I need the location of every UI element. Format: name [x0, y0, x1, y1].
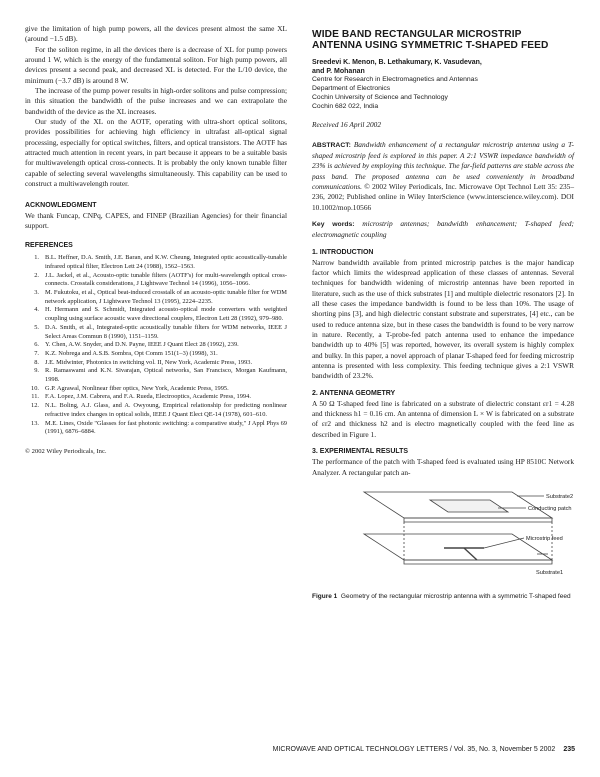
substrate1-edge — [404, 560, 552, 564]
reference-item — [25, 289, 287, 306]
reference-item — [25, 393, 287, 402]
reference-text: K.Z. Nobrega and A.S.B. Sombra, Opt Comm 151(1–3) (1998), 31. — [45, 349, 218, 357]
reference-text: J.L. Jackel, et al., Acousto-optic tunable filters (AOTF's) for multi-wavelength optical cross-connects. Crosstalk considerations, J Lightwave Technol 14 (1996), 1056–1066. — [45, 271, 287, 288]
reference-item — [25, 341, 287, 350]
left-paragraph-4: Our study of the XL on the AOTF, operating with ultra-short optical solitons, provides possibilities for achieving high efficiency in ultrafast all-optical signal processing, especially for optical switches, filters, and optical transistors. The AOTF has attracted much attention in recent years, in part because it appears to be a suitable basis for multiwavelength optical cross-connects. It is probably the only known tunable filter capable of selecting several wavelengths simultaneously. This capability can be used to construct a multiwavelength router. — [25, 117, 287, 189]
left-column — [25, 24, 287, 457]
references-heading: REFERENCES — [25, 242, 73, 250]
reference-text: H. Hermann and S. Schmidt, Integrated acousto-optical mode converters with weighted coupling using surface acoustic wave directional couplers, Electron Lett 28 (1992), 979–980. — [45, 306, 287, 323]
reference-item — [25, 272, 287, 289]
substrate2-edge — [404, 518, 552, 522]
reference-text: G.P. Agrawal, Nonlinear fiber optics, New York, Academic Press, 1995. — [45, 384, 229, 392]
acknowledgment-text: We thank Funcap, CNPq, CAPES, and FINEP (Brazilian Agencies) for their financial support. — [25, 210, 287, 230]
reference-text: M. Fukutoku, et al., Optical beat-induced crosstalk of an acousto-optic tunable filter for WDM network application, J Lightwave Technol 13 (1995), 2224–2235. — [45, 289, 287, 305]
authors-line-1: Sreedevi K. Menon, B. Lethakumary, K. Vasudevan, — [312, 59, 482, 67]
label-substrate1: Substrate1 — [536, 569, 564, 576]
section-3-heading: 3. EXPERIMENTAL RESULTS — [312, 448, 409, 456]
reference-text: Y. Chen, A.W. Snyder, and D.N. Payne, IEEE J Quant Elect 28 (1992), 239. — [45, 341, 239, 349]
patch-shape — [430, 500, 508, 512]
references-list — [25, 254, 287, 437]
reference-number: 9. — [34, 367, 39, 375]
reference-number: 7. — [34, 349, 39, 357]
reference-text: B.L. Heffner, D.A. Smith, J.E. Baran, and K.W. Cheung, Integrated optic acoustically-tunable infrared optical filter, Electron Lett 24 (1988), 1562–1563. — [45, 254, 287, 270]
reference-item — [25, 367, 287, 384]
keywords-text: microstrip antennas; bandwidth enhancement; T-shaped feed; electromagnetic coupling — [312, 218, 574, 240]
section-1-text: Narrow bandwidth available from printed microstrip patches is the major handicap factor which limits the widespread application of these classes of antennas. Several techniques for bandwidth widening of microstrip antennas have been reported in literature, such as the use of thick substrates [1] and multiple dielectric resonators [2]. In all these cases the impedance bandwidth is found to be less than 10%. The usage of shorting pins [3], and high dielectric constant substrate and superstrates, [4] etc., can be used to reduce antenna size, but in these cases the bandwidth is found to be very narrow in nature. Recently, a T-probe-fed patch antenna used to enhance the impedance bandwidth up to 40% [5] was reported, however, its overall system is highly complex and bulky. In this paper, a novel approach of planar T-shaped feed for feeding microstrip antenna is presented with less complexity. This feeding technique gives a 2:1 VSWR bandwidth of 23.2%. — [312, 257, 574, 381]
reference-number: 3. — [34, 289, 39, 296]
reference-text: R. Ramaswami and K.N. Sivarajan, Optical networks, San Francisco, Morgan Kaufmann, 1998. — [45, 367, 287, 384]
reference-item — [25, 254, 287, 271]
affiliation-line: Cochin University of Science and Technology — [312, 93, 448, 101]
keywords — [312, 219, 574, 241]
section-3-text: The performance of the patch with T-shaped feed is evaluated using HP 8510C Network Analyzer. A rectangular patch an- — [312, 457, 574, 477]
antenna-geometry-diagram — [312, 478, 574, 593]
label-patch: Conducting patch — [528, 505, 572, 512]
reference-number: 1. — [34, 254, 39, 262]
reference-item — [25, 306, 287, 323]
reference-number: 13. — [31, 419, 39, 427]
affiliation-line: Cochin 682 022, India — [312, 102, 379, 110]
reference-text: D.A. Smith, et al., Integrated-optic acoustically tunable filters for WDM networks, IEEE J Select Areas Commun 8 (1990), 1151–1159. — [45, 323, 287, 340]
abstract-text: Bandwidth enhancement of a rectangular microstrip antenna using a T-shaped microstrip feed is explored in this paper. A 2:1 VSWR impedance bandwidth of 23% is achieved by employing this technique. The far-field patterns are stable across the pass band. The proposed antenna can be used conveniently in broadband communications. — [312, 139, 574, 191]
label-substrate2: Substrate2 — [546, 493, 574, 500]
reference-item — [25, 420, 287, 437]
affiliation-line: Department of Electronics — [312, 85, 391, 93]
received-date: Received 16 April 2002 — [312, 120, 381, 130]
left-copyright: © 2002 Wiley Periodicals, Inc. — [25, 447, 107, 455]
reference-text: J.E. Midwinter, Photonics in switching vol. II, New York, Academic Press, 1993. — [45, 358, 253, 366]
abstract-tail: © 2002 Wiley Periodicals, Inc. Microwave Opt Technol Lett 35: 235–236, 2002; Published online in Wiley InterScience (www.interscience.wiley.com). DOI 10.1002/mop.10566 — [312, 181, 575, 212]
left-paragraph-1: give the limitation of high pump powers, all the devices present almost the same XL (around −1.5 dB). — [25, 24, 287, 44]
reference-number: 12. — [31, 402, 39, 410]
feed-stem — [464, 548, 477, 560]
figure-caption — [312, 593, 574, 602]
reference-item — [25, 350, 287, 359]
reference-number: 6. — [34, 341, 39, 349]
abstract-label: ABSTRACT: — [312, 141, 351, 149]
left-paragraph-2: For the soliton regime, in all the devices there is a decrease of XL for pump powers around 1 W, which is the energy of the fundamental soliton. For high pump powers, all devices present a second peak, and decreased XL is detected. For the L/10 device, the minimum (−3.7 dB) is around 8 W. — [25, 44, 287, 85]
reference-text: F.A. Lopez, J.M. Cabrera, and F.A. Rueda, Electrooptics, Academic Press, 1994. — [45, 393, 251, 401]
right-column — [312, 24, 574, 601]
reference-text: N.L. Boling, A.J. Glass, and A. Owyoung, Empirical relationship for predicting nonlinear refractive index changes in optical solids, IEEE J Quant Elect QE-14 (1978), 601–610. — [45, 402, 287, 418]
page-footer — [205, 746, 575, 753]
reference-number: 5. — [34, 323, 39, 331]
section-2-text: A 50 Ω T-shaped feed line is fabricated on a substrate of dielectric constant εr1 = 4.28 and thickness h1 = 0.16 cm. An antenna of dimension L × W is fabricated on a substrate of εr2 and thickness h2 and is electro magnetically coupled with the feed line as described in Figure 1. — [312, 398, 574, 439]
left-paragraph-3: The increase of the pump power results in high-order solitons and pulse compression; in this situation the bandwidth of the pulse increases and we can extrapolate the bandwidth of the device as the XL increases. — [25, 86, 287, 116]
reference-number: 8. — [34, 358, 39, 366]
article-title: WIDE BAND RECTANGULAR MICROSTRIP ANTENNA USING SYMMETRIC T-SHAPED FEED — [312, 29, 549, 52]
reference-item — [25, 324, 287, 341]
reference-number: 10. — [31, 384, 39, 392]
abstract — [312, 140, 574, 213]
authors-line-2: and P. Mohanan — [312, 68, 365, 76]
page-number: 235 — [563, 746, 575, 753]
reference-item — [25, 359, 287, 368]
caption-text: Geometry of the rectangular microstrip antenna with a symmetric T-shaped feed — [340, 592, 571, 600]
reference-item — [25, 402, 287, 419]
label-feed: Microstrip feed — [526, 535, 563, 542]
figure-1 — [312, 478, 574, 593]
reference-number: 2. — [34, 271, 39, 279]
journal-info: MICROWAVE AND OPTICAL TECHNOLOGY LETTERS / Vol. 35, No. 3, November 5 2002 — [272, 746, 556, 753]
leader-line — [484, 538, 524, 548]
reference-item — [25, 385, 287, 394]
acknowledgment-heading: ACKNOWLEDGMENT — [25, 201, 97, 209]
caption-label: Figure 1 — [312, 592, 338, 600]
reference-number: 11. — [31, 393, 39, 401]
reference-number: 4. — [34, 306, 39, 314]
reference-text: M.E. Lines, Oxide "Glasses for fast photonic switching: a comparative study," J Appl Phys 69 (1991), 6876–6884. — [45, 419, 287, 436]
section-1-heading: 1. INTRODUCTION — [312, 248, 374, 256]
section-2-heading: 2. ANTENNA GEOMETRY — [312, 389, 396, 397]
affiliation-line: Centre for Research in Electromagnetics and Antennas — [312, 76, 478, 84]
keywords-label: Key words: — [312, 220, 355, 228]
